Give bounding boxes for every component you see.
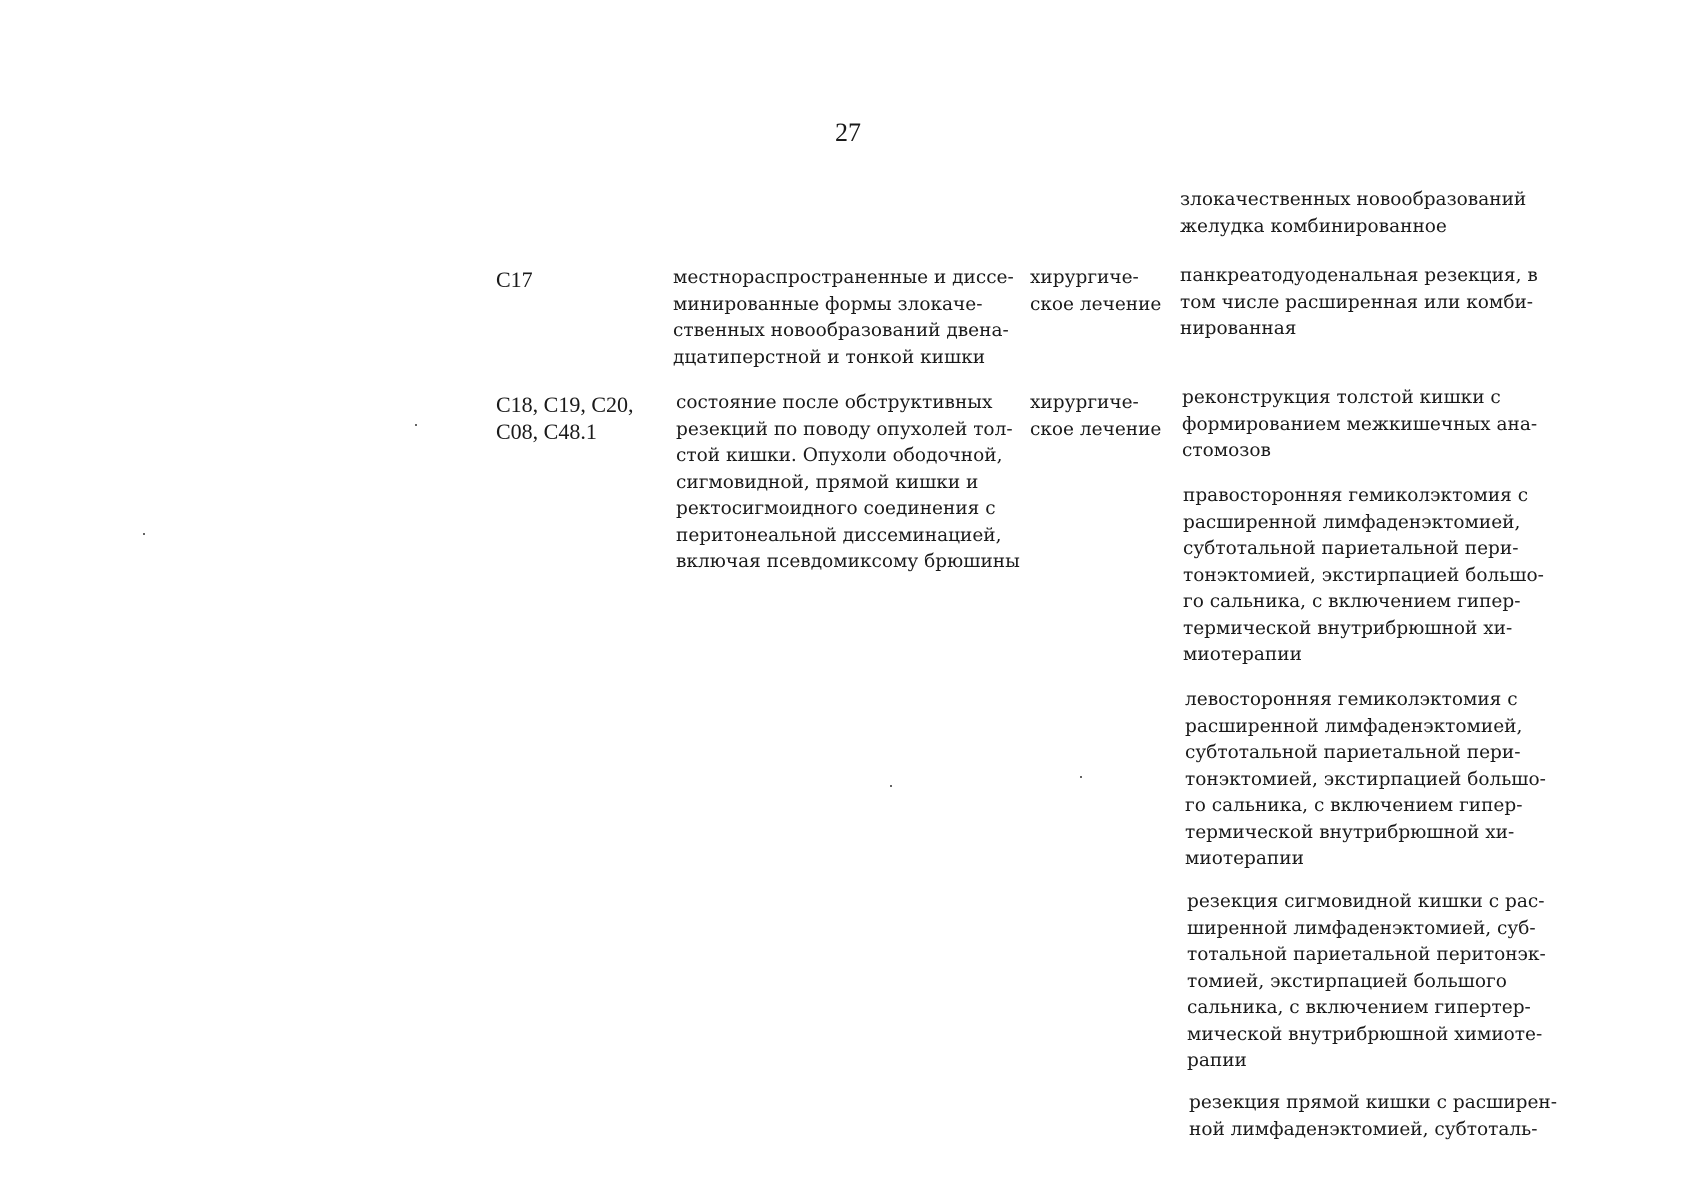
text-line: состояние после обструктивных [676,392,993,413]
treatment-c18 [1030,390,1161,443]
procedure-c18-3 [1185,687,1546,873]
text-line: местнораспространенные и диссе- [673,267,1014,288]
text-line: тонэктомией, экстирпацией большо- [1183,564,1544,586]
code-line: C18, C19, C20, [496,392,634,417]
text-line: томией, экстирпацией большого [1187,970,1507,992]
text-line: ское лечение [1030,418,1162,440]
text-line: реконструкция толстой кишки с [1182,387,1501,408]
diagnosis-c17 [673,265,1014,371]
text-line: ректосигмоидного соединения с [676,498,996,519]
text-line: резекций по поводу опухолей тол- [676,418,1013,440]
text-line: расширенной лимфаденэктомией, [1185,715,1523,737]
text-line: го сальника, с включением гипер- [1185,795,1523,816]
text-line: сигмовидной, прямой кишки и [676,471,979,493]
text-line: хирургиче- [1030,267,1139,288]
text-line: сальника, с включением гипертер- [1187,997,1531,1018]
procedure-c18-5 [1189,1090,1557,1143]
code-line: C08, C48.1 [496,419,597,444]
code-line: C17 [496,267,533,292]
procedure-c17-1 [1180,263,1538,343]
text-line: термической внутрибрюшной хи- [1183,617,1513,639]
text-line: мической внутрибрюшной химиоте- [1187,1023,1543,1045]
text-line: правосторонняя гемиколэктомия с [1183,485,1529,506]
scan-speck [415,424,417,426]
text-line: нированная [1180,318,1297,339]
text-line: минированные формы злокаче- [673,293,983,315]
text-line: ной лимфаденэктомией, субтоталь- [1189,1118,1538,1140]
text-line: расширенной лимфаденэктомией, [1183,511,1521,533]
procedure-c18-2 [1183,483,1544,669]
text-line: миотерапии [1183,644,1302,665]
scan-speck [890,785,892,787]
text-line: том числе расширенная или комби- [1180,291,1534,313]
text-line: дцатиперстной и тонкой кишки [673,346,986,368]
procedure-c18-1 [1182,385,1537,465]
page-number: 27 [835,118,861,147]
text-line: включая псевдомиксому брюшины [676,551,1020,572]
text-line: миотерапии [1185,848,1304,869]
procedure-c18-4 [1187,889,1546,1075]
scan-speck [1080,776,1082,778]
text-line: го сальника, с включением гипер- [1183,591,1521,612]
text-line: левосторонняя гемиколэктомия с [1185,689,1518,710]
text-line: резекция сигмовидной кишки с рас- [1187,891,1545,912]
text-line: злокачественных новообразований [1180,189,1527,210]
icd-code-c18 [496,391,634,445]
text-line: стой кишки. Опухоли ободочной, [676,445,1003,466]
text-line: хирургиче- [1030,392,1139,413]
text-line: стомозов [1182,440,1271,461]
text-line: резекция прямой кишки с расширен- [1189,1092,1557,1113]
text-line: термической внутрибрюшной хи- [1185,821,1515,843]
procedure-continuation [1180,187,1526,240]
treatment-c17 [1030,265,1161,318]
icd-code-c17 [496,266,533,293]
text-line: рапии [1187,1050,1247,1071]
scan-speck [143,533,145,535]
text-line: панкреатодуоденальная резекция, в [1180,265,1538,286]
text-line: желудка комбинированное [1180,215,1447,237]
diagnosis-c18 [676,390,1020,576]
text-line: тонэктомией, экстирпацией большо- [1185,768,1546,790]
text-line: перитонеальной диссеминацией, [676,524,1002,546]
text-line: субтотальной париетальной пери- [1185,742,1521,763]
text-line: тотальной париетальной перитонэк- [1187,944,1546,965]
text-line: формированием межкишечных ана- [1182,413,1538,435]
text-line: субтотальной париетальной пери- [1183,538,1519,559]
text-line: ское лечение [1030,293,1162,315]
text-line: ширенной лимфаденэктомией, суб- [1187,917,1536,939]
text-line: ственных новообразований двена- [673,320,1009,341]
